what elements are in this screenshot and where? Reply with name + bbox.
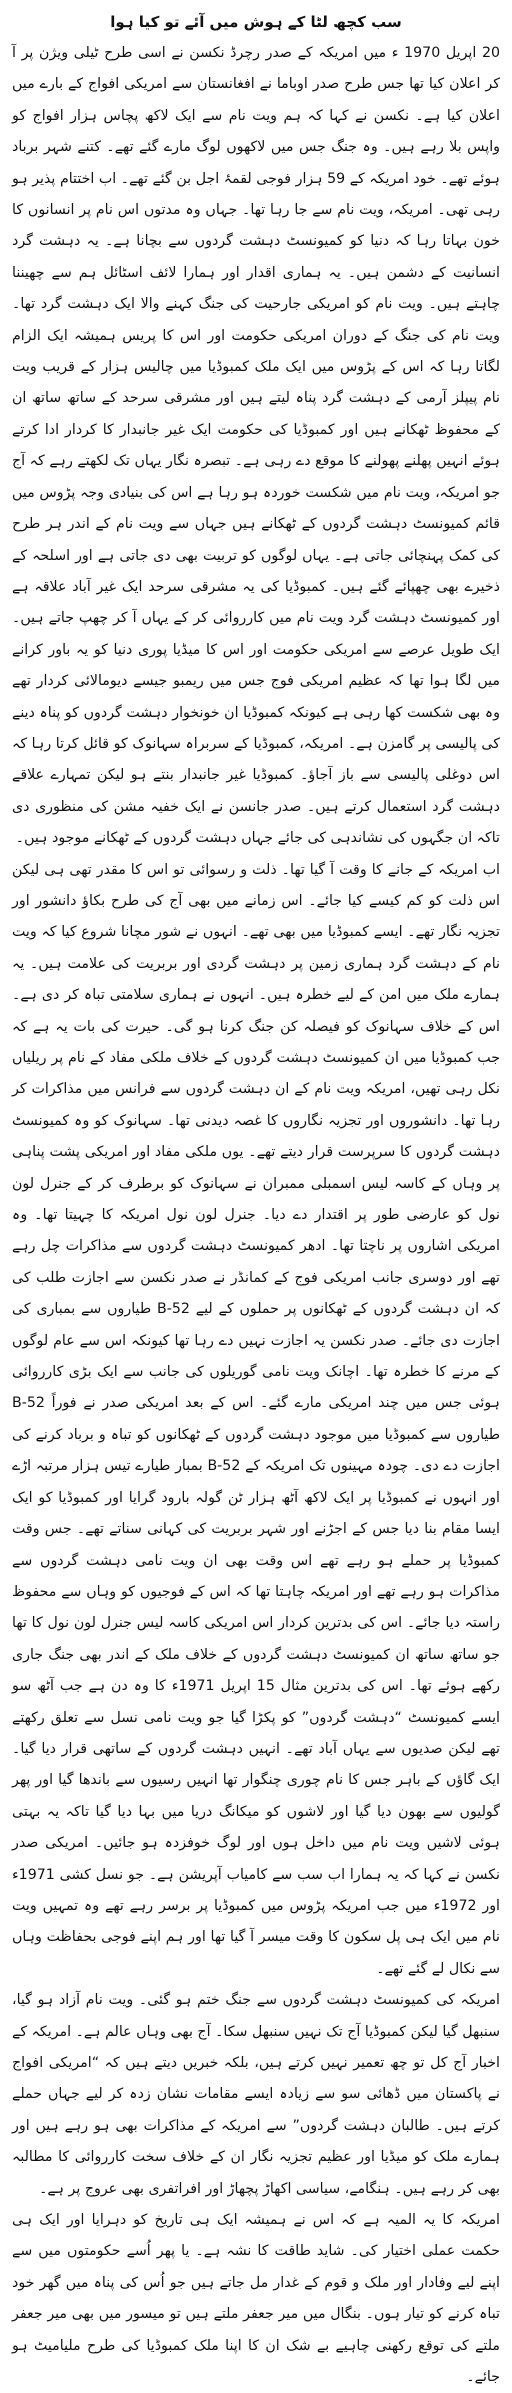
article-paragraph: امریکہ کا یہ المیہ ہے کہ اس نے ہمیشہ ایک ہی تاریخ کو دہرایا اور ایک ہی حکمت عملی اختیار کی۔ شاید طاقت کا نشہ ہے۔ یا پھر اُسے حکومتوں میں سے اپنے لیے وفادار اور ملک و قوم کے غدار مل جاتے ہیں جو اُس کی پناہ میں گھر خود تباہ کرنے کو تیار ہوں۔ بنگال میں میر جعفر ملتے ہیں تو میسور میں بھی میر جعفر ملتے کی توقع رکھنی چاہیے بے شک ان کا اپنا ملک کمبوڈیا کی طرح ملیامیٹ ہو جائے۔ — [12, 2212, 500, 2386]
article-headline: سب کچھ لٹا کے ہوش میں آئے تو کیا ہوا — [110, 13, 402, 31]
article-paragraph: امریکہ کی کمیونسٹ دہشت گردوں سے جنگ ختم ہو گئی۔ ویت نام آزاد ہو گیا، سنبھل گیا لیکن کمبوڈیا آج تک نہیں سنبھل سکا۔ آج بھی وہاں عالم ہے۔ امریکہ کے اخبار آج کل تو چھ تعمیر نہیں کرتے ہیں، بلکہ خبریں دیتے ہیں کہ “امریکی افواج نے پاکستان میں ڈھائی سو سے زیادہ ایسے مقامات نشان زدہ کر لیے جہاں حملے کرتے ہیں۔ طالبان دہشت گردوں” سے امریکہ کے مذاکرات بھی ہو رہے ہیں اور ہمارے ملک کو میڈیا اور عظیم تجزیہ نگار ان کے خلاف سخت کارروائی کا مطالبہ بھی کر رہے ہیں۔ ہنگامے، سیاسی اکھاڑ پچھاڑ اور افراتفری بھی عروج پر ہے۔ — [12, 1992, 500, 2197]
article-body — [12, 38, 500, 2393]
article-paragraph: اب امریکہ کے جانے کا وقت آ گیا تھا۔ ذلت و رسوائی تو اس کا مقدر تھی ہی لیکن اس ذلت کو کم کیسے کیا جائے۔ اس زمانے میں بھی آج کی طرح بکاؤ دانشور اور تجزیہ نگار تھے۔ ایسے کمبوڈیا میں بھی تھے۔ انہوں نے شور مچانا شروع کیا کہ ویت نام کے دہشت گرد ہماری زمین پر دہشت گردی اور بربریت کی علامت ہیں۔ یہ ہمارے ملک میں امن کے لیے خطرہ ہیں۔ انہوں نے ہماری سلامتی تباہ کر دی ہے۔ اس کے خلاف سہانوک کو فیصلہ کن جنگ کرنا ہو گی۔ حیرت کی بات یہ ہے کہ جب کمبوڈیا میں ان کمیونسٹ دہشت گردوں کے خلاف ملکی مفاد کے نام پر ریلیاں نکل رہی تھیں، امریکہ ویت نام کے ان دہشت گردوں سے فرانس میں مذاکرات کر رہا تھا۔ دانشوروں اور تجزیہ نگاروں کا غصہ دیدنی تھا۔ سہانوک کو وہ کمیونسٹ دہشت گردوں کا سرپرست قرار دیتے تھے۔ یوں ملکی مفاد اور امریکی پشت پناہی پر وہاں کے کاسہ لیس اسمبلی ممبران نے سہانوک کو برطرف کر کے جنرل لون نول کو عارضی طور پر اقتدار دے دیا۔ جنرل لون نول امریکہ کا چہیتا تھا۔ وہ امریکی اشاروں پر ناچتا تھا۔ ادھر کمیونسٹ دہشت گردوں سے مذاکرات چل رہے تھے اور دوسری جانب امریکی فوج کے کمانڈر نے صدر نکسن سے اجازت طلب کی کہ ان دہشت گردوں کے ٹھکانوں پر حملوں کے لیے B-52 طیاروں سے بمباری کی اجازت دی جائے۔ صدر نکسن یہ اجازت نہیں دے رہا تھا کیونکہ اس سے عام لوگوں کے مرنے کا خطرہ تھا۔ اچانک ویت نامی گوریلوں کی جانب سے ایک بڑی کارروائی ہوئی جس میں چند امریکی مارے گئے۔ اس کے بعد امریکی صدر نے فوراً B-52 طیاروں سے کمبوڈیا میں موجود دہشت گردوں کے ٹھکانوں کو تباہ و برباد کرنے کی اجازت دے دی۔ چودہ مہینوں تک امریکہ کے B-52 بمبار طیارے تیس ہزار مرتبہ اڑے اور انہوں نے کمبوڈیا پر ایک لاکھ آٹھ ہزار ٹن گولہ بارود گرایا اور کمبوڈیا کو ایک ایسا مقام بنا دیا جس کے اجڑنے اور شہر بربریت کی کہانی سناتے تھے۔ جس وقت کمبوڈیا پر حملے ہو رہے تھے اس وقت بھی ان ویت نامی دہشت گردوں سے مذاکرات ہو رہے تھے اور امریکہ چاہتا تھا کہ اس کے فوجیوں کو وہاں سے محفوظ راستہ دیا جائے۔ اس کی بدترین کردار اس امریکی کاسہ لیس جنرل لون نول کا تھا جو ساتھ ساتھ ان کمیونسٹ دہشت گردوں کے خلاف ملک کے اندر بھی جنگ جاری رکھے ہوئے تھا۔ اس کی بدترین مثال 15 اپریل 1971ء کا وہ دن ہے جب آٹھ سو ایسے کمیونسٹ “دہشت گردوں” کو پکڑا گیا جو ویت نامی نسل سے تعلق رکھتے تھے لیکن صدیوں سے یہاں آباد تھے۔ انہیں دہشت گردوں کے ساتھی قرار دیا گیا۔ ایک گاؤں کے باہر جس کا نام چوری چنگوار تھا انہیں رسیوں سے باندھا گیا اور پھر گولیوں سے بھون دیا گیا اور لاشوں کو میکانگ دریا میں بہا دیا گیا تاکہ یہ بہتی ہوئی لاشیں ویت نام میں داخل ہوں اور لوگ خوفزدہ ہو جائیں۔ امریکی صدر نکسن نے کہا کہ یہ ہمارا اب سب سے کامیاب آپریشن ہے۔ جو نسل کشی 1971ء اور 1972ء میں جب امریکہ پڑوس میں کمبوڈیا پر برسر رہے تھے وہ تمہیں ویت نام میں ایک ہی پل سکون کا وقت میسر آ گیا تھا اور ہم اپنے فوجی بحفاظت وہاں سے نکال لے گئے تھے۔ — [12, 861, 501, 1977]
article-paragraph: 20 اپریل 1970 ء میں امریکہ کے صدر رچرڈ نکسن نے اسی طرح ٹیلی ویژن پر آ کر اعلان کیا تھا جس طرح صدر اوباما نے افغانستان سے امریکی افواج کے بارے میں اعلان کیا ہے۔ نکسن نے کہا کہ ہم ویت نام سے ایک لاکھ پچاس ہزار افواج کو واپس بلا رہے ہیں۔ وہ جنگ جس میں لاکھوں لوگ مارے گئے تھے۔ کتنے شہر برباد ہوئے تھے۔ خود امریکہ کے 59 ہزار فوجی لقمۂ اجل بن گئے تھے۔ اب اختتام پذیر ہو رہی تھی۔ امریکہ، ویت نام سے جا رہا تھا۔ جہاں وہ مدتوں اس نام پر انسانوں کا خون بہاتا رہا کہ دنیا کو کمیونسٹ دہشت گردوں سے بچانا ہے۔ یہ دہشت گرد انسانیت کے دشمن ہیں۔ یہ ہماری اقدار اور ہمارا لائف اسٹائل ہم سے چھیننا چاہتے ہیں۔ ویت نام کو امریکی جارحیت کی جنگ کہنے والا ایک دہشت گرد تھا۔ ویت نام کی جنگ کے دوران امریکی حکومت اور اس کا پریس ہمیشہ ایک الزام لگاتا رہا کہ اس کے پڑوس میں ایک ملک کمبوڈیا میں چالیس ہزار کے قریب ویت نام پیپلز آرمی کے دہشت گرد پناہ لیتے ہیں اور مشرقی سرحد کے ساتھ ساتھ ان کے محفوظ ٹھکانے ہیں اور کمبوڈیا کی حکومت ایک غیر جانبدار کا کردار ادا کرتے ہوئے انہیں پھلنے پھولنے کا موقع دے رہی ہے۔ تبصرہ نگار یہاں تک لکھتے رہے کہ آج جو امریکہ، ویت نام میں شکست خوردہ ہو رہا ہے اس کی بنیادی وجہ پڑوس میں قائم کمیونسٹ دہشت گردوں کے ٹھکانے ہیں جہاں سے ویت نام کے اندر ہر طرح کی کمک پہنچائی جاتی ہے۔ یہاں لوگوں کو تربیت بھی دی جاتی ہے اور اسلحہ کے ذخیرے بھی چھپائے گئے ہیں۔ کمبوڈیا کی یہ مشرقی سرحد ایک غیر آباد علاقہ ہے اور کمیونسٹ دہشت گرد ویت نام میں کارروائی کر کے یہاں آ کر چھپ جاتے ہیں۔ ایک طویل عرصے سے امریکی حکومت اور اس کا میڈیا پوری دنیا کو یہ باور کرانے میں لگا ہوا تھا کہ عظیم امریکی فوج جس میں ریمبو جیسے دیومالائی کردار تھے وہ بھی شکست کھا رہی ہے کیونکہ کمبوڈیا ان خونخوار دہشت گردوں کو پناہ دینے کی پالیسی پر گامزن ہے۔ امریکہ، کمبوڈیا کے سربراہ سہانوک کو قائل کرتا رہا کہ اس دوغلی پالیسی سے باز آجاؤ۔ کمبوڈیا غیر جانبدار بنتے ہو لیکن تمہارے علاقے دہشت گرد استعمال کرتے ہیں۔ صدر جانسن نے ایک خفیہ مشن کی منظوری دی تاکہ ان جگہوں کی نشاندہی کی جائے جہاں دہشت گردوں کے ٹھکانے موجود ہیں۔ — [12, 45, 500, 847]
